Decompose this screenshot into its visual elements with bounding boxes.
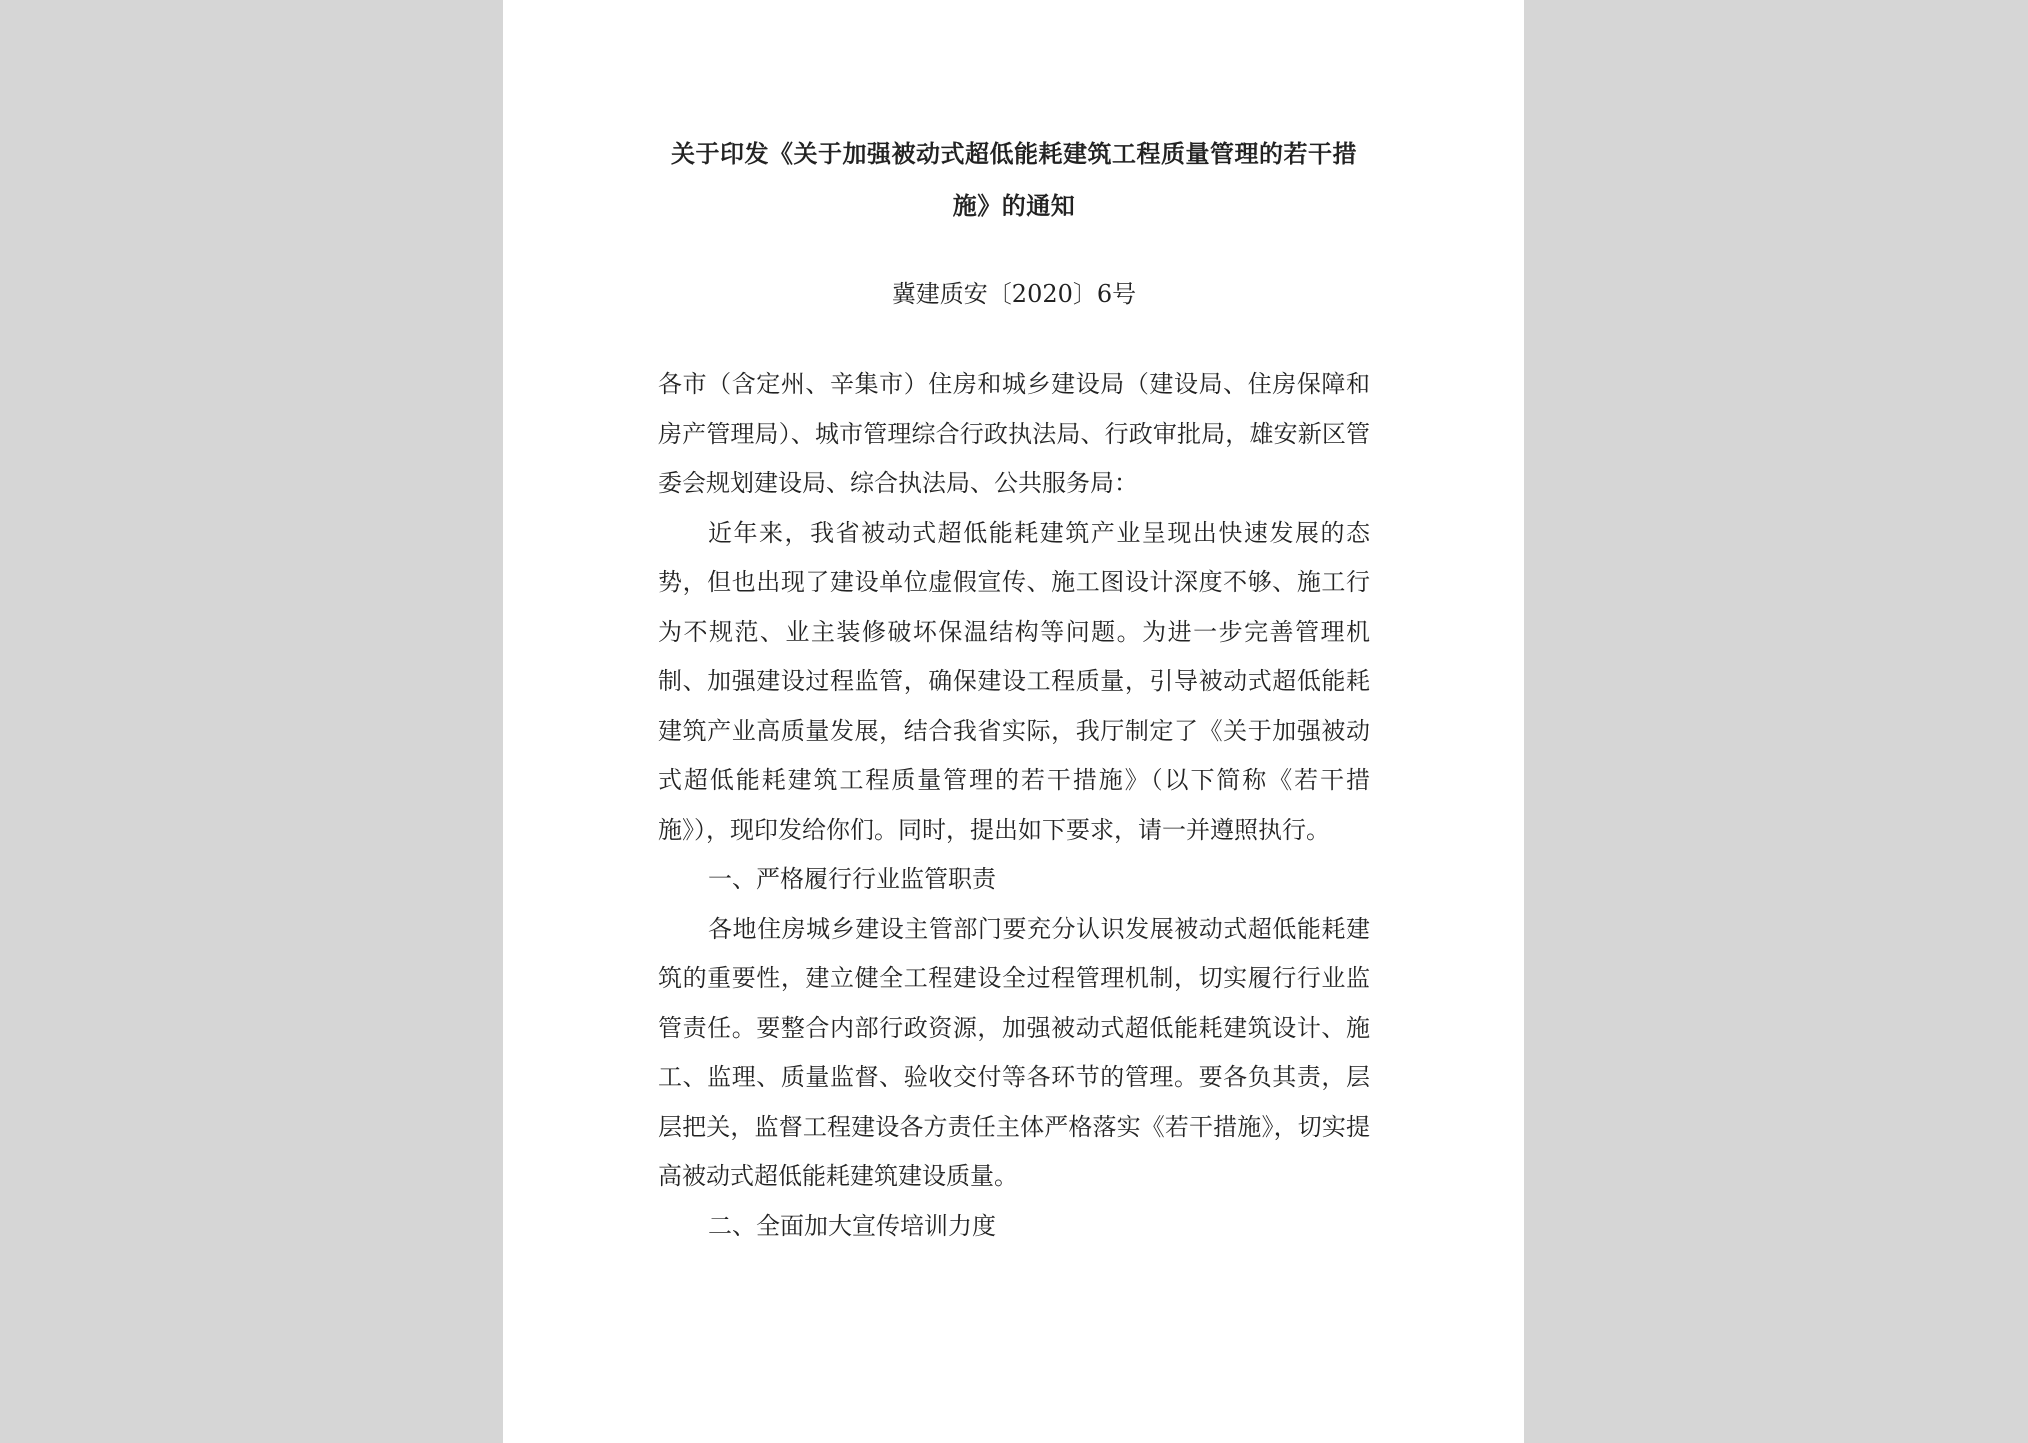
section-1-heading: 一、严格履行行业监管职责 [708,865,996,893]
section-1-paragraph: 各地住房城乡建设主管部门要充分认识发展被动式超低能耗建筑的重要性，建立健全工程建设全过程管理机制，切实履行行业监管责任。要整合内部行政资源，加强被动式超低能耗建筑设计、施工、监理、质量监督、验收交付等各环节的管理。要各负其责，层层把关，监督工程建设各方责任主体严格落实《若干措施》，切实提高被动式超低能耗建筑建设质量。 [658,914,1370,1190]
intro-paragraph: 近年来，我省被动式超低能耗建筑产业呈现出快速发展的态势，但也出现了建设单位虚假宣传、施工图设计深度不够、施工行为不规范、业主装修破坏保温结构等问题。为进一步完善管理机制、加强建设过程监管，确保建设工程质量，引导被动式超低能耗建筑产业高质量发展，结合我省实际，我厅制定了《关于加强被动式超低能耗建筑工程质量管理的若干措施》（以下简称《若干措施》），现印发给你们。同时，提出如下要求，请一并遵照执行。 [658,518,1370,844]
document-page [503,0,1524,1443]
document-number: 冀建质安〔2020〕6号 [891,280,1137,308]
document-body [658,360,1370,1251]
section-2-heading: 二、全面加大宣传培训力度 [708,1211,996,1240]
page-content [658,128,1370,1251]
document-title: 关于印发《关于加强被动式超低能耗建筑工程质量管理的若干措施》的通知 [671,140,1357,220]
addressee-paragraph: 各市（含定州、辛集市）住房和城乡建设局（建设局、住房保障和房产管理局）、城市管理综合行政执法局、行政审批局，雄安新区管委会规划建设局、综合执法局、公共服务局： [658,370,1370,497]
